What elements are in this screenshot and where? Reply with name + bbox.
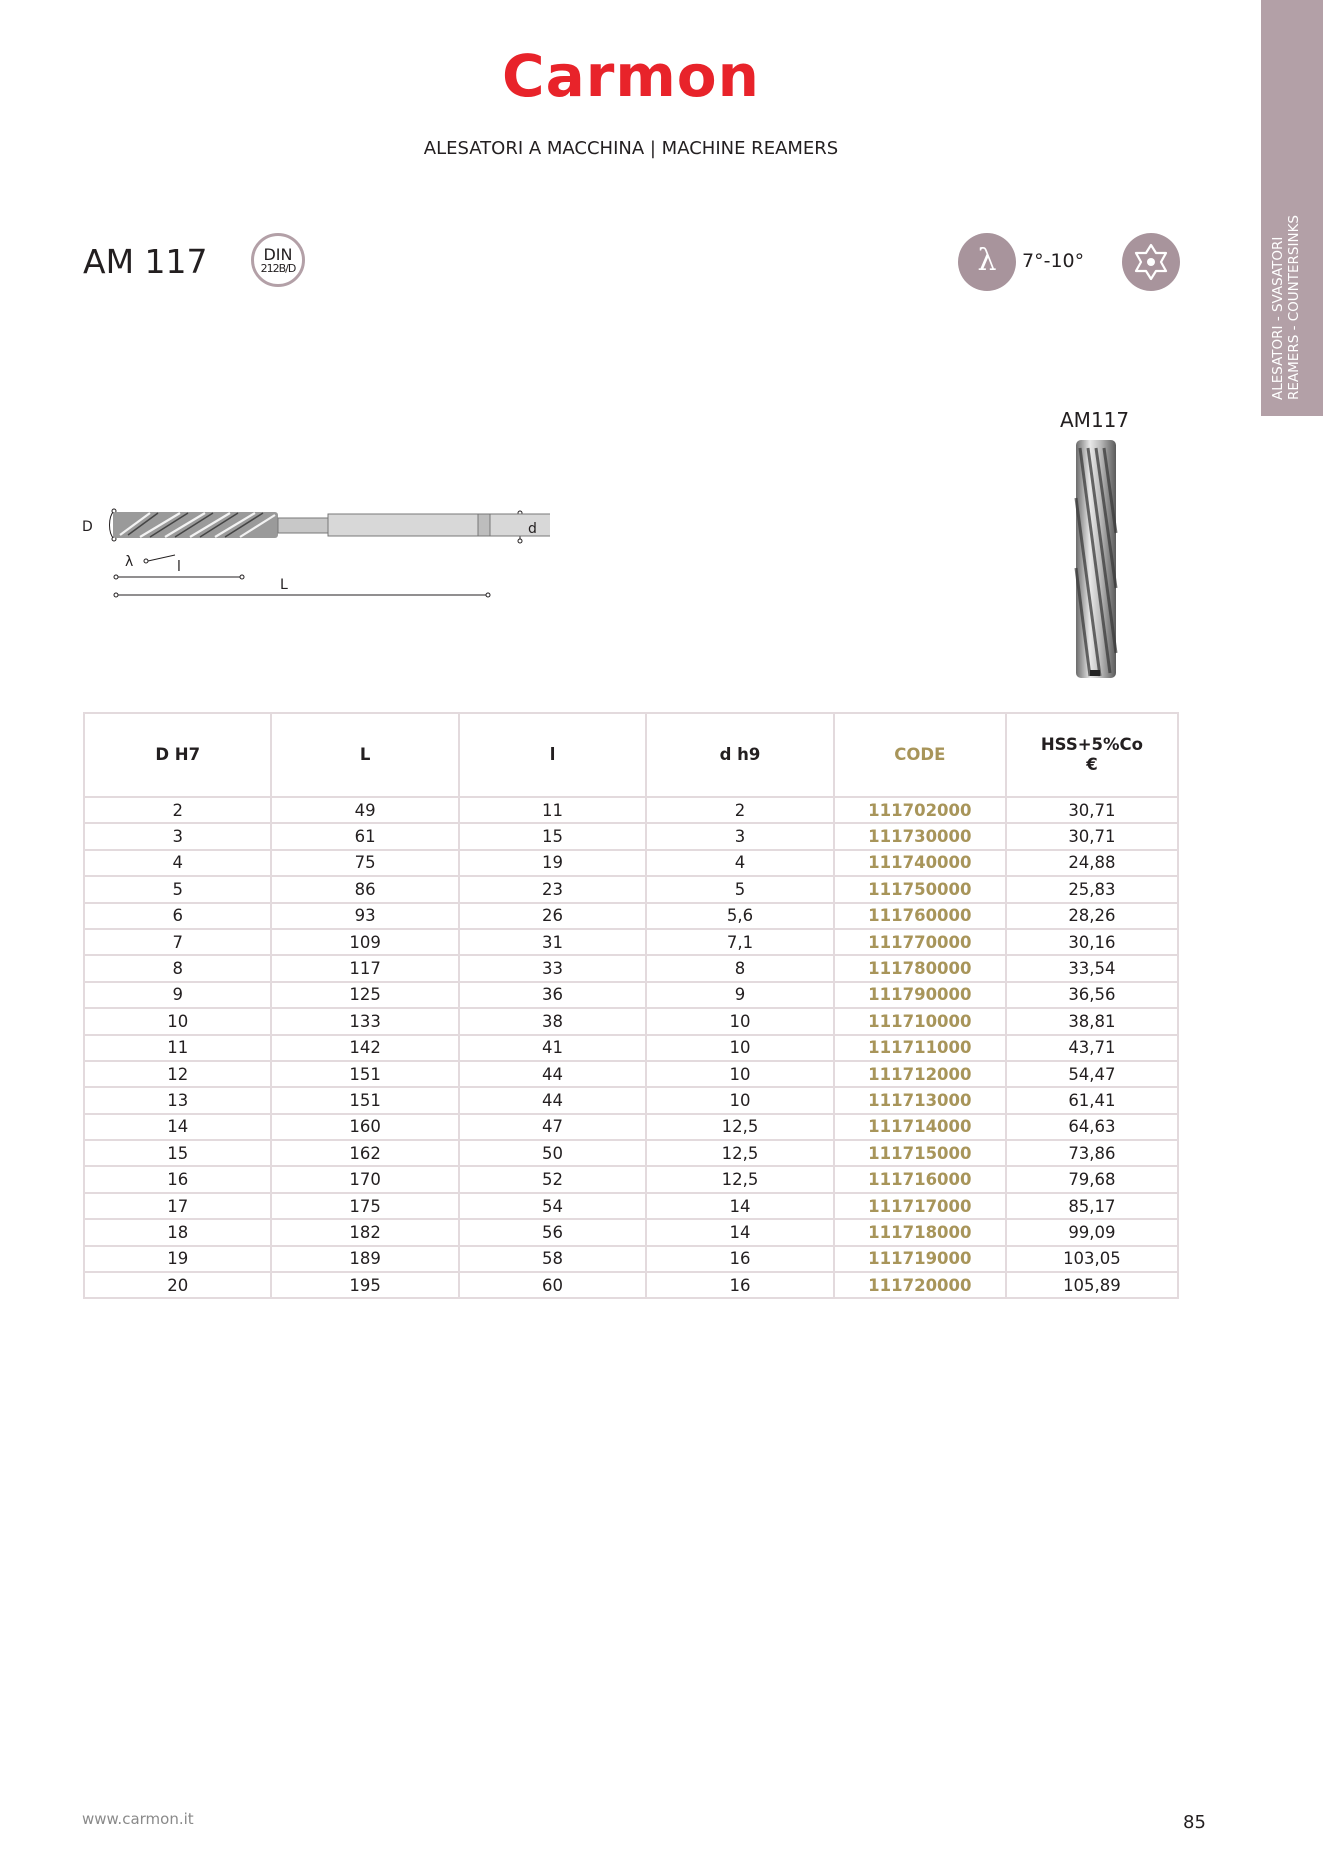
cell-code: 111714000 xyxy=(834,1114,1006,1140)
cell-d-h9: 16 xyxy=(646,1246,834,1272)
cell-d-h9: 12,5 xyxy=(646,1140,834,1166)
cell-L: 170 xyxy=(271,1166,459,1192)
brand-logo: Carmon xyxy=(502,42,760,110)
cell-code: 111712000 xyxy=(834,1061,1006,1087)
cell-d-h9: 5 xyxy=(646,876,834,902)
cell-price: 64,63 xyxy=(1006,1114,1178,1140)
catalog-section-title: ALESATORI A MACCHINA | MACHINE REAMERS xyxy=(423,138,839,159)
footer-website: www.carmon.it xyxy=(82,1810,194,1828)
cell-l: 23 xyxy=(459,876,646,902)
table-row xyxy=(84,1008,1178,1034)
din-label: DIN xyxy=(263,245,293,264)
cell-d-h9: 10 xyxy=(646,1087,834,1113)
header-code: CODE xyxy=(834,713,1006,797)
cell-D-H7: 18 xyxy=(84,1219,271,1245)
table-row xyxy=(84,1114,1178,1140)
side-category-label xyxy=(1270,0,1302,400)
cell-D-H7: 6 xyxy=(84,903,271,929)
cell-L: 133 xyxy=(271,1008,459,1034)
diagram-label-D: D xyxy=(82,519,93,535)
side-category-line-2: REAMERS - COUNTERSINKS xyxy=(1286,215,1302,400)
cell-l: 31 xyxy=(459,929,646,955)
cell-d-h9: 5,6 xyxy=(646,903,834,929)
cell-d-h9: 7,1 xyxy=(646,929,834,955)
cell-code: 111717000 xyxy=(834,1193,1006,1219)
cell-d-h9: 12,5 xyxy=(646,1166,834,1192)
cell-D-H7: 16 xyxy=(84,1166,271,1192)
cell-price: 61,41 xyxy=(1006,1087,1178,1113)
cell-l: 41 xyxy=(459,1035,646,1061)
cell-code: 111760000 xyxy=(834,903,1006,929)
cell-l: 11 xyxy=(459,797,646,823)
cell-d-h9: 14 xyxy=(646,1219,834,1245)
table-row xyxy=(84,1087,1178,1113)
cell-price: 36,56 xyxy=(1006,982,1178,1008)
diagram-label-lambda: λ xyxy=(125,554,134,570)
cell-price: 85,17 xyxy=(1006,1193,1178,1219)
cell-code: 111750000 xyxy=(834,876,1006,902)
cell-D-H7: 11 xyxy=(84,1035,271,1061)
cell-code: 111740000 xyxy=(834,850,1006,876)
cell-D-H7: 20 xyxy=(84,1272,271,1298)
cell-d-h9: 12,5 xyxy=(646,1114,834,1140)
table-row xyxy=(84,929,1178,955)
cell-D-H7: 14 xyxy=(84,1114,271,1140)
cell-d-h9: 9 xyxy=(646,982,834,1008)
diagram-label-l: l xyxy=(177,559,181,575)
table-row xyxy=(84,1140,1178,1166)
cell-code: 111715000 xyxy=(834,1140,1006,1166)
table-row xyxy=(84,1166,1178,1192)
cell-code: 111780000 xyxy=(834,955,1006,981)
table-row xyxy=(84,1272,1178,1298)
cell-l: 47 xyxy=(459,1114,646,1140)
table-row xyxy=(84,982,1178,1008)
cell-D-H7: 17 xyxy=(84,1193,271,1219)
cell-code: 111720000 xyxy=(834,1272,1006,1298)
reamer-photo xyxy=(1060,438,1130,687)
cell-price: 38,81 xyxy=(1006,1008,1178,1034)
cell-l: 58 xyxy=(459,1246,646,1272)
cell-code: 111711000 xyxy=(834,1035,1006,1061)
cell-code: 111730000 xyxy=(834,823,1006,849)
cell-price: 33,54 xyxy=(1006,955,1178,981)
cell-price: 99,09 xyxy=(1006,1219,1178,1245)
table-row xyxy=(84,876,1178,902)
cell-L: 151 xyxy=(271,1061,459,1087)
cell-l: 26 xyxy=(459,903,646,929)
table-row xyxy=(84,823,1178,849)
cell-price: 54,47 xyxy=(1006,1061,1178,1087)
table-row xyxy=(84,903,1178,929)
cell-L: 182 xyxy=(271,1219,459,1245)
cell-l: 36 xyxy=(459,982,646,1008)
cell-l: 44 xyxy=(459,1061,646,1087)
cell-code: 111713000 xyxy=(834,1087,1006,1113)
header-price-material: HSS+5%Co xyxy=(1040,735,1143,754)
table-row xyxy=(84,1219,1178,1245)
cell-l: 50 xyxy=(459,1140,646,1166)
cell-L: 162 xyxy=(271,1140,459,1166)
cell-D-H7: 5 xyxy=(84,876,271,902)
product-spec-table xyxy=(83,712,1179,1299)
cell-price: 25,83 xyxy=(1006,876,1178,902)
cell-D-H7: 2 xyxy=(84,797,271,823)
cell-D-H7: 9 xyxy=(84,982,271,1008)
cell-L: 93 xyxy=(271,903,459,929)
cell-price: 30,16 xyxy=(1006,929,1178,955)
cell-L: 117 xyxy=(271,955,459,981)
cell-D-H7: 3 xyxy=(84,823,271,849)
cell-L: 142 xyxy=(271,1035,459,1061)
cell-d-h9: 10 xyxy=(646,1035,834,1061)
cell-L: 160 xyxy=(271,1114,459,1140)
table-row xyxy=(84,1061,1178,1087)
din-standard-badge xyxy=(251,233,305,287)
cell-l: 15 xyxy=(459,823,646,849)
product-photo-label: AM117 xyxy=(1060,408,1130,432)
header-L: L xyxy=(271,713,459,797)
din-number: 212B/D xyxy=(260,262,296,275)
cell-code: 111770000 xyxy=(834,929,1006,955)
cell-D-H7: 19 xyxy=(84,1246,271,1272)
reamer-dimension-diagram xyxy=(80,495,550,609)
cell-L: 75 xyxy=(271,850,459,876)
header-D-H7: D H7 xyxy=(84,713,271,797)
side-category-line-1: ALESATORI - SVASATORI xyxy=(1270,236,1286,400)
cell-price: 43,71 xyxy=(1006,1035,1178,1061)
cell-d-h9: 3 xyxy=(646,823,834,849)
header-price-currency: € xyxy=(1086,755,1098,774)
cell-l: 44 xyxy=(459,1087,646,1113)
cell-price: 105,89 xyxy=(1006,1272,1178,1298)
table-row xyxy=(84,1193,1178,1219)
cell-price: 30,71 xyxy=(1006,797,1178,823)
cell-L: 109 xyxy=(271,929,459,955)
table-row xyxy=(84,1246,1178,1272)
cell-d-h9: 10 xyxy=(646,1061,834,1087)
cell-code: 111718000 xyxy=(834,1219,1006,1245)
table-row xyxy=(84,850,1178,876)
product-title: AM 117 xyxy=(83,242,208,281)
cell-l: 19 xyxy=(459,850,646,876)
page-number: 85 xyxy=(1183,1812,1206,1833)
cell-L: 151 xyxy=(271,1087,459,1113)
table-row xyxy=(84,955,1178,981)
table-row xyxy=(84,797,1178,823)
cell-l: 60 xyxy=(459,1272,646,1298)
cell-D-H7: 13 xyxy=(84,1087,271,1113)
cell-L: 195 xyxy=(271,1272,459,1298)
cell-price: 103,05 xyxy=(1006,1246,1178,1272)
cell-price: 79,68 xyxy=(1006,1166,1178,1192)
cell-D-H7: 15 xyxy=(84,1140,271,1166)
cell-code: 111790000 xyxy=(834,982,1006,1008)
cell-price: 30,71 xyxy=(1006,823,1178,849)
cell-L: 125 xyxy=(271,982,459,1008)
cell-price: 28,26 xyxy=(1006,903,1178,929)
cell-L: 61 xyxy=(271,823,459,849)
cutter-teeth-icon xyxy=(1122,233,1180,291)
cell-D-H7: 8 xyxy=(84,955,271,981)
table-header-row xyxy=(84,713,1178,797)
cell-price: 24,88 xyxy=(1006,850,1178,876)
cell-d-h9: 10 xyxy=(646,1008,834,1034)
cell-D-H7: 12 xyxy=(84,1061,271,1087)
cell-d-h9: 14 xyxy=(646,1193,834,1219)
helix-angle-icon: λ xyxy=(958,233,1016,291)
cell-code: 111702000 xyxy=(834,797,1006,823)
cell-d-h9: 8 xyxy=(646,955,834,981)
cell-code: 111710000 xyxy=(834,1008,1006,1034)
cell-d-h9: 4 xyxy=(646,850,834,876)
cell-L: 49 xyxy=(271,797,459,823)
header-d-h9: d h9 xyxy=(646,713,834,797)
cell-l: 56 xyxy=(459,1219,646,1245)
header-price xyxy=(1006,713,1178,797)
cell-code: 111719000 xyxy=(834,1246,1006,1272)
cell-price: 73,86 xyxy=(1006,1140,1178,1166)
cell-L: 189 xyxy=(271,1246,459,1272)
cell-l: 54 xyxy=(459,1193,646,1219)
cell-code: 111716000 xyxy=(834,1166,1006,1192)
cell-D-H7: 4 xyxy=(84,850,271,876)
cell-D-H7: 7 xyxy=(84,929,271,955)
helix-angle-value: 7°-10° xyxy=(1022,250,1085,272)
cell-L: 175 xyxy=(271,1193,459,1219)
cell-l: 33 xyxy=(459,955,646,981)
cell-d-h9: 16 xyxy=(646,1272,834,1298)
table-row xyxy=(84,1035,1178,1061)
diagram-label-L: L xyxy=(280,577,288,593)
diagram-label-d: d xyxy=(528,521,537,537)
cell-L: 86 xyxy=(271,876,459,902)
cell-D-H7: 10 xyxy=(84,1008,271,1034)
header-l: l xyxy=(459,713,646,797)
cell-l: 52 xyxy=(459,1166,646,1192)
cell-d-h9: 2 xyxy=(646,797,834,823)
cell-l: 38 xyxy=(459,1008,646,1034)
